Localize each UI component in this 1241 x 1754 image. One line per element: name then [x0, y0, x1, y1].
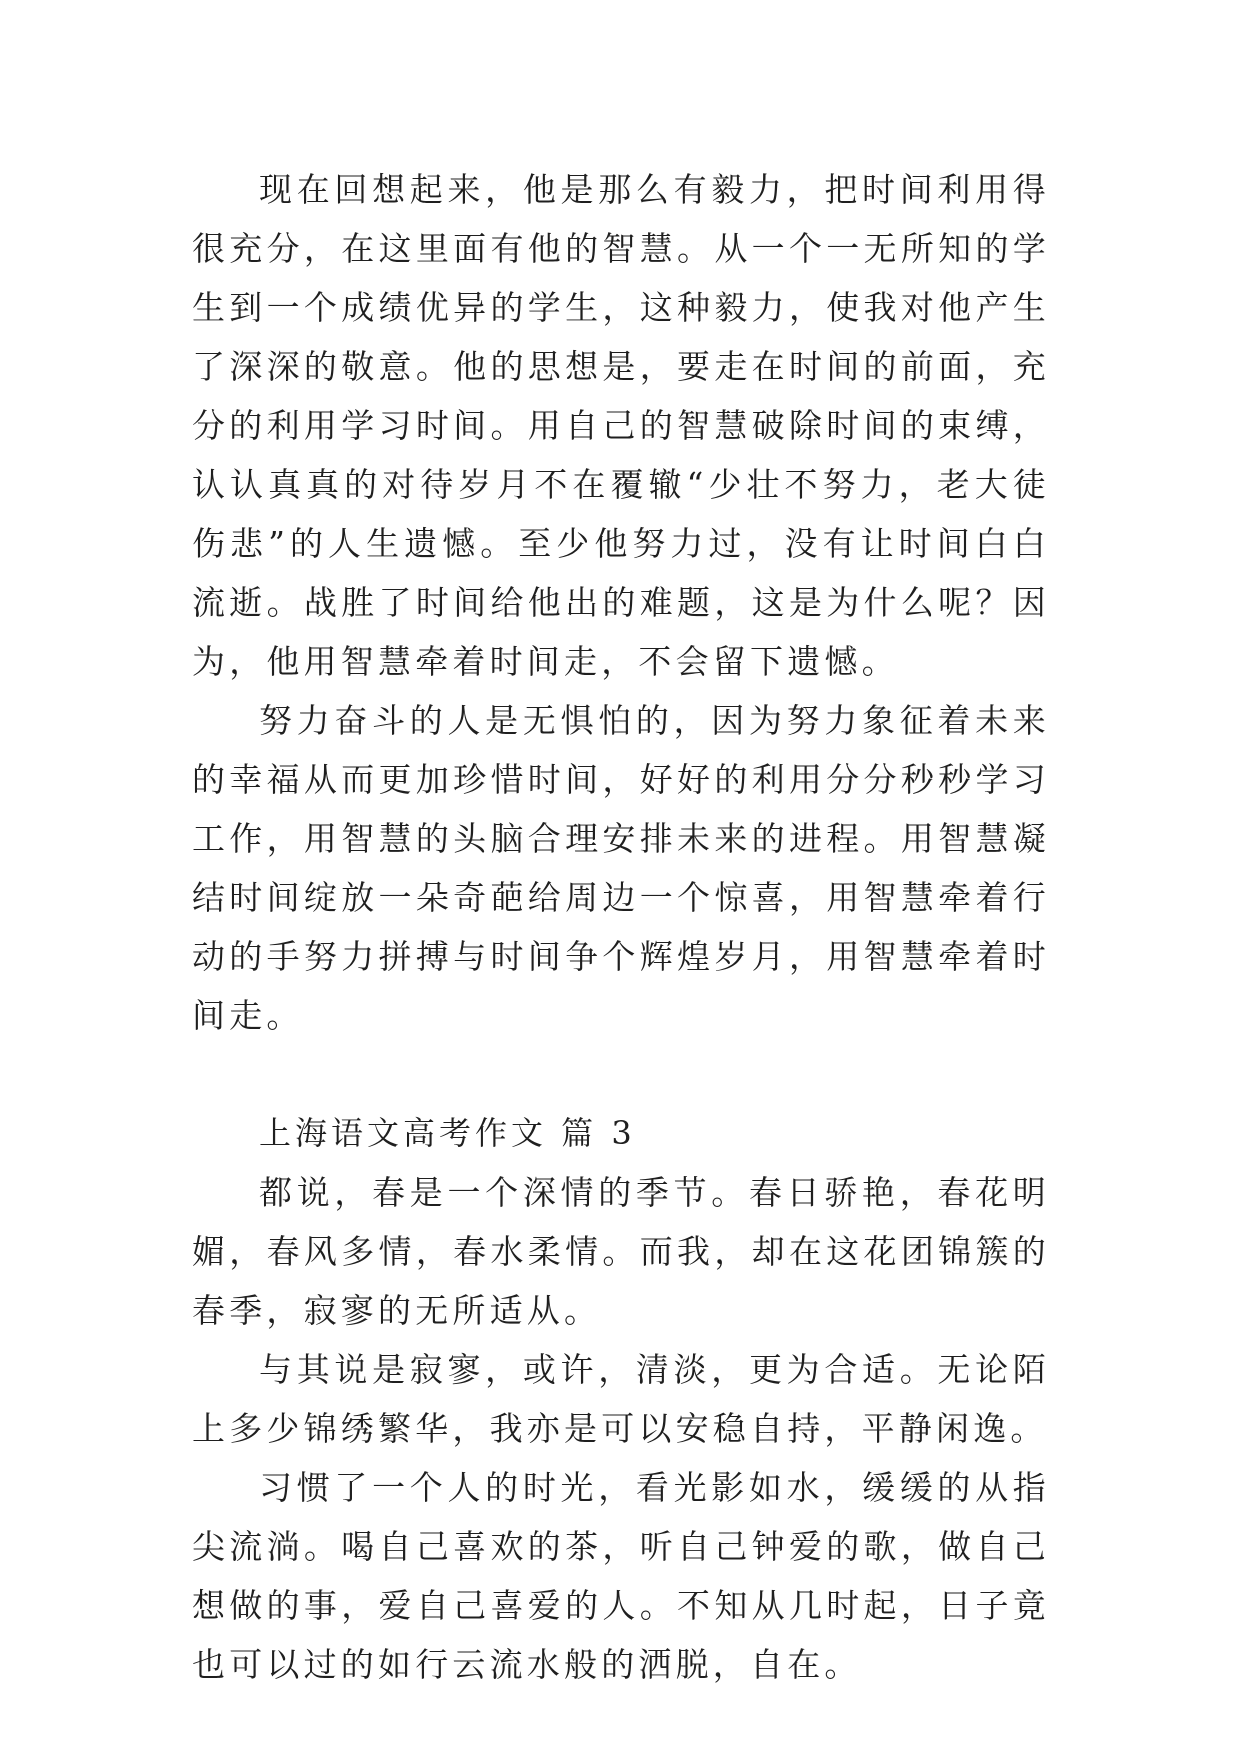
document-body: [192, 160, 1050, 1694]
paragraph-calm: 与其说是寂寥，或许，清淡，更为合适。无论陌上多少锦绣繁华，我亦是可以安稳自持，平静闲逸。: [192, 1350, 1050, 1448]
paragraph-effort: 努力奋斗的人是无惧怕的，因为努力象征着未来的幸福从而更加珍惜时间，好好的利用分分秒秒学习工作，用智慧的头脑合理安排未来的进程。用智慧凝结时间绽放一朵奇葩给周边一个惊喜，用智慧牵着行动的手努力拼搏与时间争个辉煌岁月，用智慧牵着时间走。: [192, 701, 1050, 1035]
paragraph-solitude: 习惯了一个人的时光，看光影如水，缓缓的从指尖流淌。喝自己喜欢的茶，听自己钟爱的歌，做自己想做的事，爱自己喜爱的人。不知从几时起，日子竟也可以过的如行云流水般的洒脱，自在。: [192, 1468, 1050, 1684]
paragraph-reflection: 现在回想起来，他是那么有毅力，把时间利用得很充分，在这里面有他的智慧。从一个一无所知的学生到一个成绩优异的学生，这种毅力，使我对他产生了深深的敬意。他的思想是，要走在时间的前面，充分的利用学习时间。用自己的智慧破除时间的束缚，认认真真的对待岁月不在覆辙“少壮不努力，老大徒伤悲”的人生遗憾。至少他努力过，没有让时间白白流逝。战胜了时间给他出的难题，这是为什么呢？因为，他用智慧牵着时间走，不会留下遗憾。: [192, 170, 1050, 681]
section-heading: 上海语文高考作文 篇 3: [259, 1114, 636, 1152]
paragraph-spring: 都说，春是一个深情的季节。春日骄艳，春花明媚，春风多情，春水柔情。而我，却在这花团锦簇的春季，寂寥的无所适从。: [192, 1173, 1050, 1330]
section-spacer: [192, 1045, 1050, 1104]
